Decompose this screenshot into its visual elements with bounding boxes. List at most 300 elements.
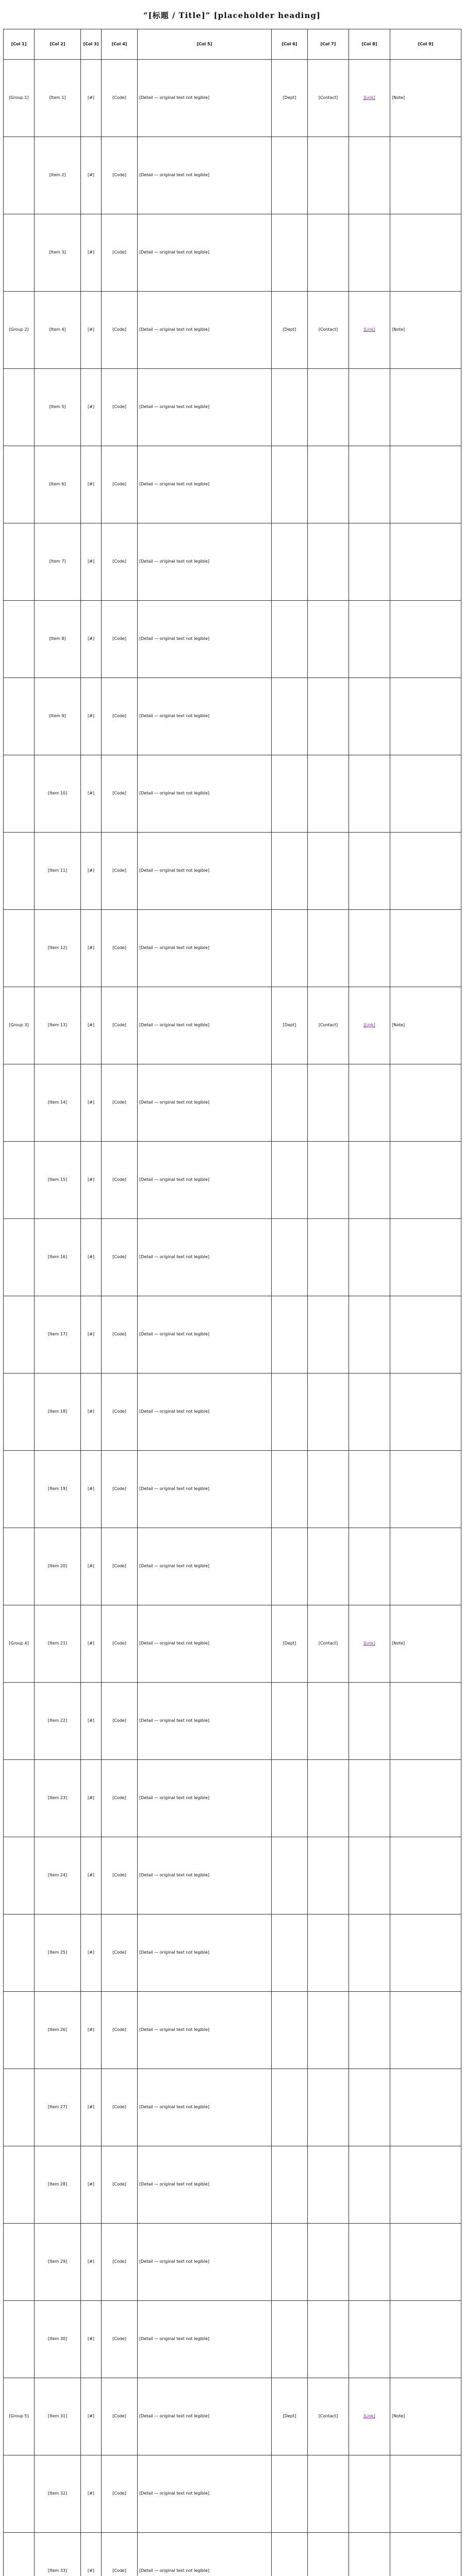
department-cell [272, 2069, 308, 2146]
index-text: [#] [88, 636, 94, 641]
contact-text: [Contact] [318, 1641, 338, 1646]
detail-cell [138, 523, 272, 601]
item-name-cell [35, 2533, 81, 2576]
item-name-cell [35, 1605, 81, 1683]
detail-cell [138, 2069, 272, 2146]
item-name-cell [35, 833, 81, 910]
note-cell [390, 523, 461, 601]
item-name-cell [35, 2301, 81, 2378]
detail-cell [138, 601, 272, 678]
detail-text: [Detail — original text not legible] [139, 1332, 209, 1337]
table-row [4, 2378, 461, 2455]
department-cell [272, 1992, 308, 2069]
index-text: [#] [88, 1950, 94, 1955]
link-text[interactable]: [Link] [363, 2414, 375, 2419]
code-cell [102, 1992, 138, 2069]
group-cell [4, 1760, 35, 1837]
department-cell [272, 1064, 308, 1142]
department-cell [272, 2146, 308, 2224]
group-cell [4, 2301, 35, 2378]
detail-text: [Detail — original text not legible] [139, 2491, 209, 2496]
index-text: [#] [88, 868, 94, 873]
detail-cell [138, 2301, 272, 2378]
index-cell [81, 2455, 102, 2533]
contact-cell [308, 523, 349, 601]
link-cell[interactable] [349, 833, 390, 910]
item-name-text: [Item 30] [47, 2336, 68, 2342]
note-cell [390, 678, 461, 755]
index-text: [#] [88, 1409, 94, 1414]
table-row [4, 1451, 461, 1528]
index-cell [81, 292, 102, 369]
data-table [3, 29, 461, 2576]
contact-cell [308, 1142, 349, 1219]
detail-cell [138, 678, 272, 755]
item-name-cell [35, 60, 81, 137]
link-cell[interactable] [349, 1064, 390, 1142]
detail-text: [Detail — original text not legible] [139, 1564, 209, 1569]
detail-text: [Detail — original text not legible] [139, 1641, 209, 1646]
item-name-text: [Item 22] [47, 1718, 68, 1723]
note-cell [390, 1451, 461, 1528]
contact-cell [308, 1992, 349, 2069]
table-row [4, 2455, 461, 2533]
link-cell[interactable] [349, 523, 390, 601]
link-cell[interactable] [349, 2069, 390, 2146]
link-cell[interactable] [349, 1760, 390, 1837]
detail-text: [Detail — original text not legible] [139, 714, 209, 719]
detail-text: [Detail — original text not legible] [139, 327, 209, 332]
link-cell[interactable] [349, 2378, 390, 2455]
detail-cell [138, 1142, 272, 1219]
index-cell [81, 1296, 102, 1374]
detail-cell [138, 2146, 272, 2224]
detail-text: [Detail — original text not legible] [139, 1873, 209, 1878]
item-name-cell [35, 910, 81, 987]
link-cell[interactable] [349, 1528, 390, 1605]
item-name-text: [Item 11] [47, 868, 68, 873]
note-cell [390, 1914, 461, 1992]
note-cell [390, 910, 461, 987]
department-cell [272, 446, 308, 523]
item-name-text: [Item 23] [47, 1795, 68, 1801]
department-cell [272, 833, 308, 910]
table-row [4, 1914, 461, 1992]
table-row [4, 601, 461, 678]
item-name-text: [Item 14] [47, 1100, 68, 1105]
item-name-text: [Item 1] [49, 95, 66, 100]
code-text: [Code] [112, 1100, 126, 1105]
item-name-text: [Item 13] [47, 1023, 68, 1028]
code-cell [102, 2224, 138, 2301]
detail-cell [138, 1837, 272, 1914]
link-text[interactable]: [Link] [363, 95, 375, 100]
column-header: [Col 6] [272, 29, 308, 60]
department-cell [272, 60, 308, 137]
contact-cell [308, 833, 349, 910]
detail-text: [Detail — original text not legible] [139, 1177, 209, 1182]
code-text: [Code] [112, 95, 126, 100]
table-row [4, 446, 461, 523]
document-title: “[标题 / Title]” [placeholder heading] [143, 11, 321, 20]
contact-cell [308, 1374, 349, 1451]
note-cell [390, 1064, 461, 1142]
table-body [4, 60, 461, 2576]
contact-cell [308, 2069, 349, 2146]
department-cell [272, 910, 308, 987]
index-text: [#] [88, 2414, 94, 2419]
detail-text: [Detail — original text not legible] [139, 2336, 209, 2342]
item-name-cell [35, 755, 81, 833]
link-cell[interactable] [349, 1374, 390, 1451]
contact-cell [308, 755, 349, 833]
code-text: [Code] [112, 1564, 126, 1569]
link-text[interactable]: [Link] [363, 1023, 375, 1028]
table-row [4, 1605, 461, 1683]
item-name-cell [35, 1837, 81, 1914]
code-cell [102, 2378, 138, 2455]
index-text: [#] [88, 1332, 94, 1337]
detail-cell [138, 446, 272, 523]
code-text: [Code] [112, 1873, 126, 1878]
item-name-cell [35, 369, 81, 446]
department-cell [272, 678, 308, 755]
code-cell [102, 2069, 138, 2146]
item-name-text: [Item 28] [47, 2182, 68, 2187]
index-text: [#] [88, 95, 94, 100]
group-cell [4, 1296, 35, 1374]
department-cell [272, 1451, 308, 1528]
index-text: [#] [88, 173, 94, 178]
index-cell [81, 2301, 102, 2378]
link-cell[interactable] [349, 60, 390, 137]
index-text: [#] [88, 714, 94, 719]
detail-text: [Detail — original text not legible] [139, 1950, 209, 1955]
group-cell [4, 1451, 35, 1528]
detail-cell [138, 1528, 272, 1605]
note-cell [390, 1683, 461, 1760]
link-cell[interactable] [349, 1142, 390, 1219]
detail-cell [138, 833, 272, 910]
link-cell[interactable] [349, 137, 390, 214]
detail-text: [Detail — original text not legible] [139, 2568, 209, 2573]
code-text: [Code] [112, 1486, 126, 1492]
note-cell [390, 2533, 461, 2576]
department-cell [272, 987, 308, 1064]
column-header: [Col 4] [102, 29, 138, 60]
code-text: [Code] [112, 1641, 126, 1646]
detail-cell [138, 292, 272, 369]
note-cell [390, 1528, 461, 1605]
detail-cell [138, 987, 272, 1064]
index-text: [#] [88, 559, 94, 564]
table-row [4, 1837, 461, 1914]
detail-cell [138, 1760, 272, 1837]
link-cell[interactable] [349, 1219, 390, 1296]
code-text: [Code] [112, 2027, 126, 2032]
link-cell[interactable] [349, 2224, 390, 2301]
link-cell[interactable] [349, 1992, 390, 2069]
item-name-cell [35, 601, 81, 678]
code-cell [102, 1683, 138, 1760]
group-cell [4, 2224, 35, 2301]
link-cell[interactable] [349, 987, 390, 1064]
department-cell [272, 2455, 308, 2533]
item-name-text: [Item 25] [47, 1950, 68, 1955]
item-name-text: [Item 6] [49, 482, 66, 487]
detail-text: [Detail — original text not legible] [139, 2105, 209, 2110]
item-name-cell [35, 2455, 81, 2533]
code-cell [102, 1374, 138, 1451]
item-name-cell [35, 214, 81, 292]
link-cell[interactable] [349, 292, 390, 369]
item-name-cell [35, 1683, 81, 1760]
contact-cell [308, 2146, 349, 2224]
index-text: [#] [88, 1718, 94, 1723]
item-name-text: [Item 32] [47, 2491, 68, 2496]
index-text: [#] [88, 791, 94, 796]
link-cell[interactable] [349, 678, 390, 755]
code-text: [Code] [112, 2105, 126, 2110]
note-cell [390, 446, 461, 523]
department-cell [272, 137, 308, 214]
contact-cell [308, 60, 349, 137]
index-text: [#] [88, 1641, 94, 1646]
department-cell [272, 1914, 308, 1992]
index-text: [#] [88, 1795, 94, 1801]
group-cell [4, 1837, 35, 1914]
detail-cell [138, 214, 272, 292]
link-cell[interactable] [349, 446, 390, 523]
department-cell [272, 2378, 308, 2455]
column-header: [Col 8] [349, 29, 390, 60]
column-header: [Col 1] [4, 29, 35, 60]
index-cell [81, 2378, 102, 2455]
detail-text: [Detail — original text not legible] [139, 559, 209, 564]
code-cell [102, 987, 138, 1064]
item-name-text: [Item 17] [47, 1332, 68, 1337]
detail-cell [138, 137, 272, 214]
link-cell[interactable] [349, 214, 390, 292]
note-cell [390, 292, 461, 369]
note-cell [390, 1219, 461, 1296]
index-cell [81, 1992, 102, 2069]
code-cell [102, 910, 138, 987]
group-text: [Group 4] [9, 1641, 29, 1646]
group-cell [4, 137, 35, 214]
department-cell [272, 1837, 308, 1914]
detail-text: [Detail — original text not legible] [139, 1718, 209, 1723]
contact-cell [308, 1605, 349, 1683]
note-cell [390, 2301, 461, 2378]
item-name-cell [35, 1528, 81, 1605]
note-cell [390, 1605, 461, 1683]
detail-cell [138, 369, 272, 446]
link-text[interactable]: [Link] [363, 1641, 375, 1646]
department-text: [Dept] [283, 95, 296, 100]
group-cell [4, 833, 35, 910]
group-cell [4, 910, 35, 987]
detail-text: [Detail — original text not legible] [139, 1795, 209, 1801]
index-text: [#] [88, 327, 94, 332]
code-cell [102, 601, 138, 678]
link-cell[interactable] [349, 2146, 390, 2224]
table-row [4, 369, 461, 446]
table-row [4, 1142, 461, 1219]
department-cell [272, 2301, 308, 2378]
contact-cell [308, 369, 349, 446]
item-name-cell [35, 1760, 81, 1837]
link-cell[interactable] [349, 2533, 390, 2576]
column-header: [Col 2] [35, 29, 81, 60]
detail-cell [138, 1064, 272, 1142]
group-cell [4, 446, 35, 523]
note-cell [390, 755, 461, 833]
contact-cell [308, 292, 349, 369]
link-text[interactable]: [Link] [363, 327, 375, 332]
code-text: [Code] [112, 2491, 126, 2496]
code-text: [Code] [112, 1409, 126, 1414]
table-header-row [4, 29, 461, 60]
code-text: [Code] [112, 868, 126, 873]
code-cell [102, 60, 138, 137]
link-cell[interactable] [349, 1296, 390, 1374]
detail-text: [Detail — original text not legible] [139, 482, 209, 487]
index-text: [#] [88, 482, 94, 487]
item-name-text: [Item 26] [47, 2027, 68, 2032]
link-cell[interactable] [349, 1605, 390, 1683]
department-cell [272, 1219, 308, 1296]
index-cell [81, 910, 102, 987]
contact-cell [308, 910, 349, 987]
code-cell [102, 2455, 138, 2533]
item-name-cell [35, 1451, 81, 1528]
index-cell [81, 755, 102, 833]
code-cell [102, 678, 138, 755]
contact-cell [308, 2533, 349, 2576]
index-cell [81, 1683, 102, 1760]
table-row [4, 910, 461, 987]
department-cell [272, 523, 308, 601]
detail-cell [138, 1605, 272, 1683]
item-name-cell [35, 2146, 81, 2224]
item-name-text: [Item 16] [47, 1255, 68, 1260]
link-cell[interactable] [349, 369, 390, 446]
group-text: [Group 1] [9, 95, 29, 100]
detail-cell [138, 1374, 272, 1451]
link-cell[interactable] [349, 1914, 390, 1992]
column-header: [Col 7] [308, 29, 349, 60]
department-cell [272, 1605, 308, 1683]
index-text: [#] [88, 2027, 94, 2032]
link-cell[interactable] [349, 2455, 390, 2533]
column-header: [Col 9] [390, 29, 461, 60]
note-cell [390, 137, 461, 214]
code-text: [Code] [112, 1950, 126, 1955]
contact-cell [308, 1528, 349, 1605]
contact-cell [308, 2301, 349, 2378]
code-cell [102, 1837, 138, 1914]
contact-cell [308, 1837, 349, 1914]
detail-text: [Detail — original text not legible] [139, 2182, 209, 2187]
index-cell [81, 1528, 102, 1605]
code-text: [Code] [112, 1795, 126, 1801]
group-cell [4, 60, 35, 137]
detail-text: [Detail — original text not legible] [139, 1100, 209, 1105]
index-text: [#] [88, 1255, 94, 1260]
link-cell[interactable] [349, 1837, 390, 1914]
code-text: [Code] [112, 714, 126, 719]
item-name-cell [35, 446, 81, 523]
detail-cell [138, 60, 272, 137]
code-cell [102, 2146, 138, 2224]
group-text: [Group 3] [9, 1023, 29, 1028]
detail-cell [138, 910, 272, 987]
index-cell [81, 2224, 102, 2301]
index-text: [#] [88, 945, 94, 951]
index-text: [#] [88, 404, 94, 410]
index-cell [81, 2533, 102, 2576]
contact-cell [308, 1296, 349, 1374]
note-cell [390, 1837, 461, 1914]
note-cell [390, 1992, 461, 2069]
item-name-text: [Item 2] [49, 173, 66, 178]
code-text: [Code] [112, 945, 126, 951]
group-cell [4, 1914, 35, 1992]
detail-text: [Detail — original text not legible] [139, 250, 209, 255]
index-cell [81, 987, 102, 1064]
code-text: [Code] [112, 2568, 126, 2573]
code-cell [102, 1760, 138, 1837]
index-text: [#] [88, 1564, 94, 1569]
code-cell [102, 2301, 138, 2378]
note-text: [Note] [392, 327, 405, 332]
index-cell [81, 1760, 102, 1837]
link-cell[interactable] [349, 1451, 390, 1528]
group-cell [4, 2146, 35, 2224]
group-cell [4, 987, 35, 1064]
group-cell [4, 1528, 35, 1605]
note-cell [390, 1760, 461, 1837]
department-text: [Dept] [283, 327, 296, 332]
contact-cell [308, 1760, 349, 1837]
code-text: [Code] [112, 173, 126, 178]
item-name-cell [35, 292, 81, 369]
note-text: [Note] [392, 1641, 405, 1646]
link-cell[interactable] [349, 2301, 390, 2378]
code-cell [102, 523, 138, 601]
table-row [4, 987, 461, 1064]
index-cell [81, 214, 102, 292]
code-text: [Code] [112, 2182, 126, 2187]
index-cell [81, 833, 102, 910]
index-text: [#] [88, 1023, 94, 1028]
detail-text: [Detail — original text not legible] [139, 791, 209, 796]
contact-cell [308, 2224, 349, 2301]
link-cell[interactable] [349, 755, 390, 833]
link-cell[interactable] [349, 910, 390, 987]
contact-cell [308, 678, 349, 755]
detail-cell [138, 2533, 272, 2576]
note-cell [390, 601, 461, 678]
item-name-text: [Item 21] [47, 1641, 68, 1646]
group-cell [4, 601, 35, 678]
link-cell[interactable] [349, 601, 390, 678]
link-cell[interactable] [349, 1683, 390, 1760]
group-cell [4, 1683, 35, 1760]
code-text: [Code] [112, 250, 126, 255]
item-name-cell [35, 987, 81, 1064]
